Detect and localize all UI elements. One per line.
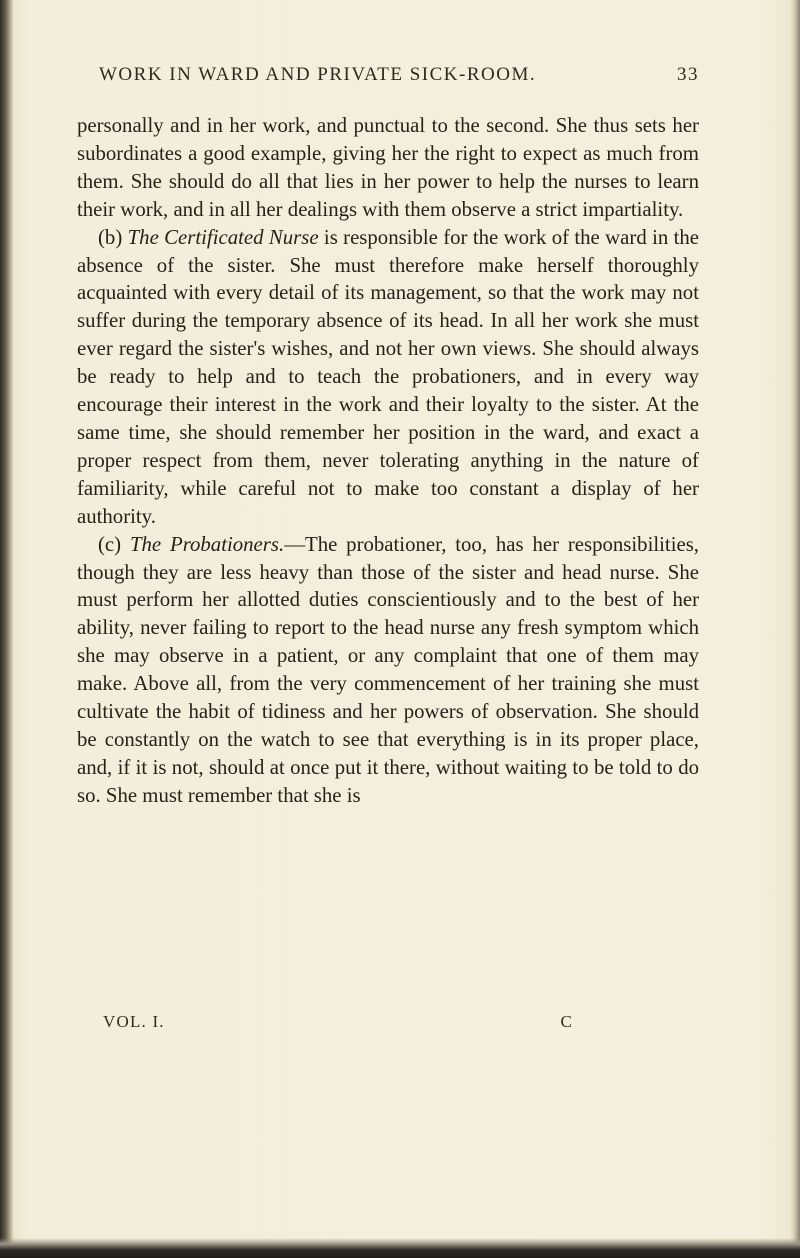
page-bottom-shadow	[0, 1238, 800, 1258]
signature-mark: C	[560, 1012, 573, 1031]
paragraph-continuation	[77, 112, 699, 224]
body-text	[77, 112, 699, 810]
volume-mark: VOL. I.	[103, 1012, 165, 1031]
page-number: 33	[677, 64, 699, 85]
paragraph-text: personally and in her work, and punctual to the second. She thus sets her subordinates a good example, giving her the right to expect as much from them. She should do all that lies in her power to help the nurses to learn their work, and in all her dealings with them observe a strict impartiality.	[77, 114, 699, 221]
paragraph-lead: (c)	[98, 532, 130, 556]
paragraph-lead: (b)	[98, 225, 128, 249]
paragraph-text: is responsible for the work of the ward in the absence of the sister. She must therefore make herself thoroughly acquainted with every detail of its management, so that the work may not suffer during the temporary absence of its head. In all her work she must ever regard the sister's wishes, and not her own views. She should always be ready to help and to teach the probationers, and in every way encourage their interest in the work and their loyalty to the sister. At the same time, she should remember her position in the ward, and exact a proper respect from them, never tolerating anything in the nature of familiarity, while careful not to make too constant a display of her authority.	[77, 225, 700, 528]
page-right-shadow	[790, 0, 800, 1258]
paragraph-heading: The Certificated Nurse	[127, 225, 319, 249]
paragraph-heading: The Probationers.	[129, 532, 285, 556]
paragraph-text: —The probationer, too, has her responsibilities, though they are less heavy than those of the sister and head nurse. She must perform her allotted duties conscientiously and to the best of her ability, never failing to report to the head nurse any fresh symptom which she may observe in a patient, or any complaint that one of them may make. Above all, from the very commencement of her training she must cultivate the habit of tidiness and her powers of observation. She should be constantly on the watch to see that everything is in its proper place, and, if it is not, should at once put it there, without waiting to be told to do so. She must remember that she is	[77, 532, 699, 807]
page-left-shadow	[0, 0, 14, 1258]
paragraph-probationers	[77, 531, 699, 810]
paragraph-certificated-nurse	[77, 224, 699, 531]
running-title: WORK IN WARD AND PRIVATE SICK-ROOM.	[99, 64, 537, 85]
running-header	[99, 64, 699, 94]
page-footer	[103, 1012, 573, 1038]
